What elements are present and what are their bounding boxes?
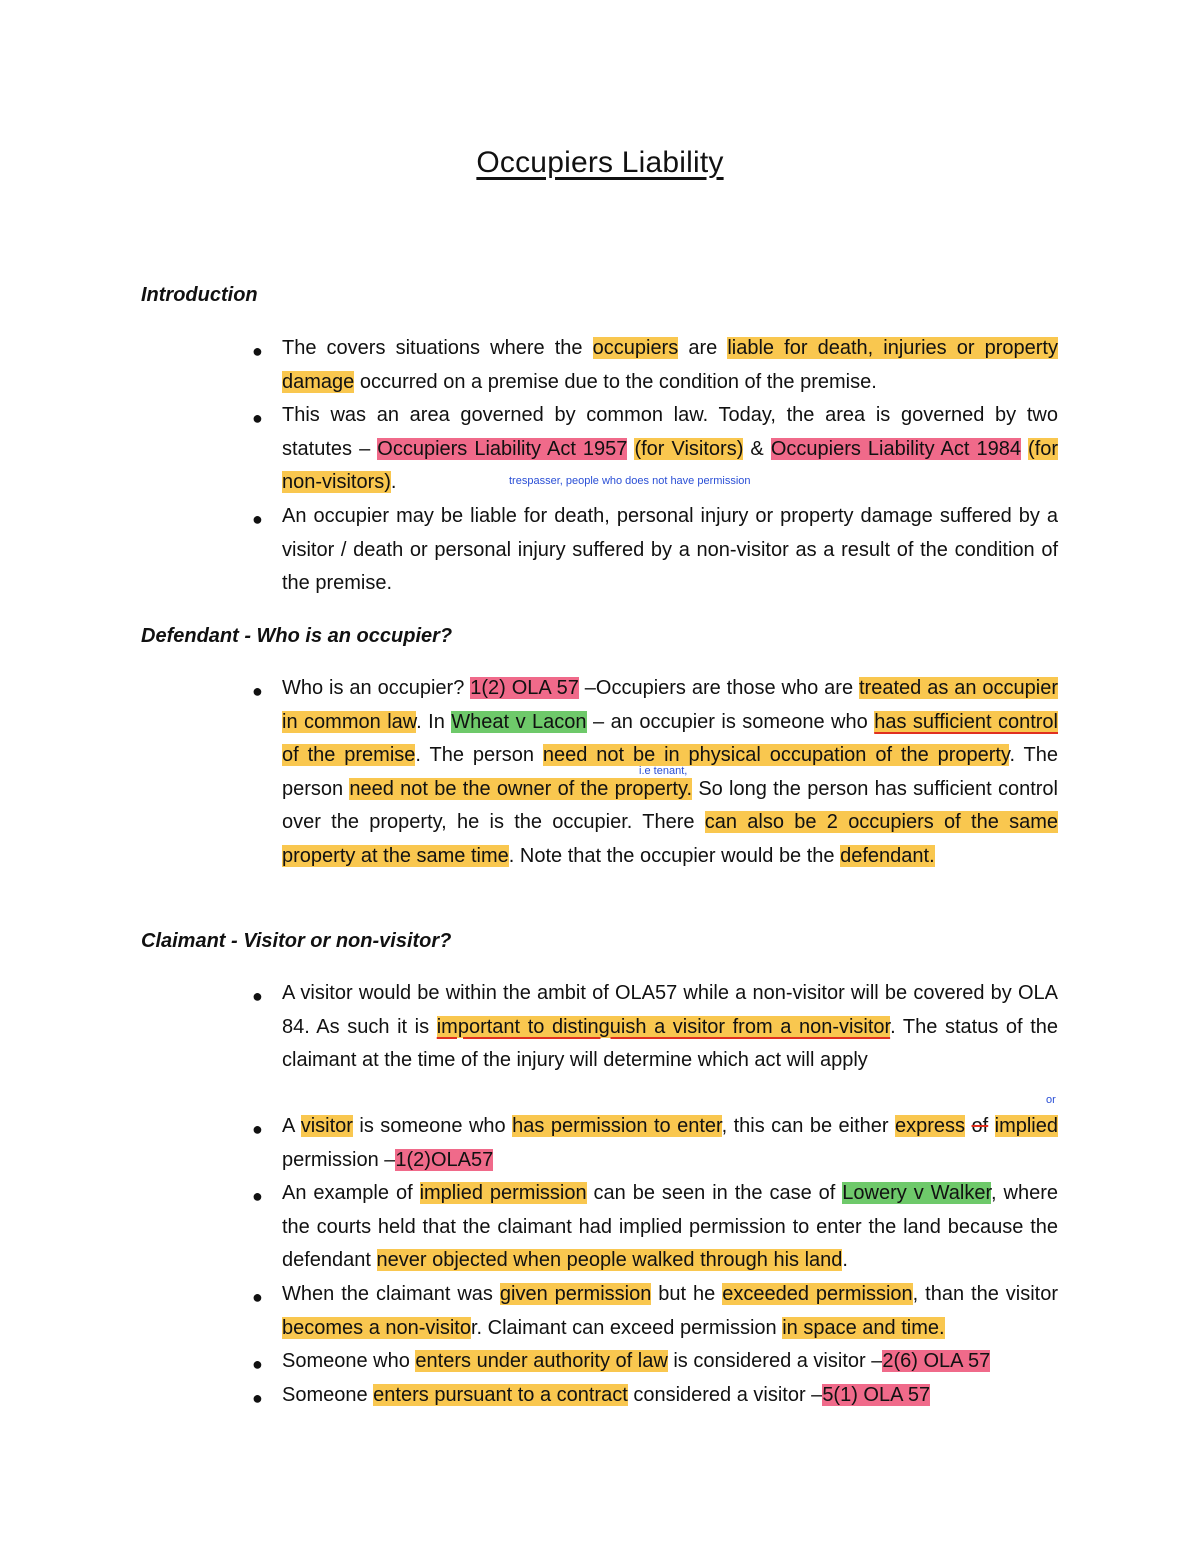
bullet-icon: ●: [252, 1119, 263, 1139]
intro-paragraph-2: This was an area governed by common law. Today, the area is governed by two statutes – Occupiers Liability Act 1957 (for Visitors) & Occupiers Liability Act 1984 (for non-visitors).: [282, 404, 1059, 493]
bullet-icon: ●: [252, 408, 263, 428]
section-heading-introduction: Introduction: [141, 284, 258, 306]
bullet-icon: ●: [252, 1186, 263, 1206]
bullet-icon: ●: [252, 986, 263, 1006]
bullet-icon: ●: [252, 1287, 263, 1307]
section-heading-defendant: Defendant - Who is an occupier?: [141, 625, 453, 647]
section-heading-claimant: Claimant - Visitor or non-visitor?: [141, 930, 452, 952]
bullet-icon: ●: [252, 1354, 263, 1374]
bullet-icon: ●: [252, 341, 263, 361]
claimant-paragraph-2: A visitor is someone who has permission to enter, this can be either express of implied permission –1(2)OLA57: [282, 1115, 1058, 1171]
annotation-or: or: [1046, 1094, 1056, 1106]
claimant-paragraph-1: A visitor would be within the ambit of OLA57 while a non-visitor will be covered by OLA 84. As such it is important to distinguish a visitor from a non-visitor. The status of the claimant at the time of the injury will determine which act will apply: [282, 982, 1059, 1071]
bullet-icon: ●: [252, 1388, 263, 1408]
claimant-paragraph-6: Someone enters pursuant to a contract considered a visitor –5(1) OLA 57: [282, 1384, 931, 1406]
claimant-paragraph-5: Someone who enters under authority of law is considered a visitor –2(6) OLA 57: [282, 1350, 991, 1372]
bullet-icon: ●: [252, 509, 263, 529]
claimant-paragraph-3: An example of implied permission can be seen in the case of Lowery v Walker, where the courts held that the claimant had implied permission to enter the land because the defendant never objected when people walked through his land.: [282, 1182, 1059, 1271]
annotation-trespasser: trespasser, people who does not have permission: [509, 475, 751, 487]
claimant-paragraph-4: When the claimant was given permission but he exceeded permission, than the visitor becomes a non-visitor. Claimant can exceed permission in space and time.: [282, 1283, 1058, 1339]
page-title: Occupiers Liability: [476, 146, 724, 179]
annotation-tenant: i.e tenant,: [639, 765, 688, 777]
intro-paragraph-3: An occupier may be liable for death, personal injury or property damage suffered by a visitor / death or personal injury suffered by a non-visitor as a result of the condition of the premise.: [282, 505, 1058, 594]
defendant-paragraph-1: Who is an occupier? 1(2) OLA 57 –Occupiers are those who are treated as an occupier in common law. In Wheat v Lacon – an occupier is someone who has sufficient control of the premise. The person need not be in physical occupation of the property. The person need not be the owner of the property. So long the person has sufficient control over the property, he is the occupier. There can also be 2 occupiers of the same property at the same time. Note that the occupier would be the defendant.: [282, 677, 1059, 867]
intro-paragraph-1: The covers situations where the occupiers are liable for death, injuries or property damage occurred on a premise due to the condition of the premise.: [282, 337, 1058, 393]
bullet-icon: ●: [252, 681, 263, 701]
